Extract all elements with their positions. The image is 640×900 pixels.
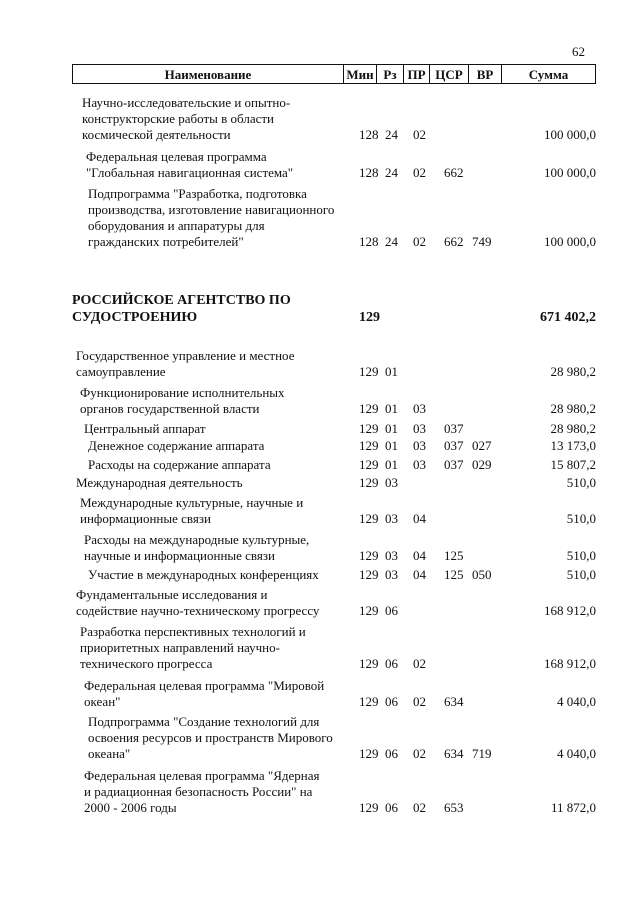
cell-min: 129 <box>359 438 379 453</box>
cell-rz: 01 <box>385 438 398 453</box>
cell-pr: 02 <box>413 656 426 671</box>
cell-pr: 02 <box>413 800 426 815</box>
cell-sum: 28 980,2 <box>550 401 596 416</box>
row-name <box>72 587 356 619</box>
cell-csr: 653 <box>444 800 464 815</box>
cell-rz: 01 <box>385 421 398 436</box>
row-name <box>72 149 366 181</box>
row-name-line: Государственное управление и местное <box>76 348 295 363</box>
row-name-line: Подпрограмма "Разработка, подготовка <box>88 186 307 201</box>
page-number: 62 <box>572 44 585 59</box>
cell-pr: 03 <box>413 457 426 472</box>
cell-sum: 510,0 <box>566 548 596 563</box>
row-name-line: Функционирование исполнительных <box>80 385 285 400</box>
cell-rz: 03 <box>385 475 398 490</box>
cell-rz: 01 <box>385 364 398 379</box>
header-sum: Сумма <box>501 65 595 83</box>
header-rz: Рз <box>376 65 403 83</box>
row-name-line: освоения ресурсов и пространств Мирового <box>88 730 333 745</box>
row-name-line: Расходы на международные культурные, <box>84 532 310 547</box>
header-pr: ПР <box>403 65 429 83</box>
cell-sum: 510,0 <box>566 475 596 490</box>
cell-pr: 02 <box>413 165 426 180</box>
table-row <box>0 348 640 380</box>
row-name-line: РОССИЙСКОЕ АГЕНТСТВО ПО <box>72 293 291 308</box>
table-row <box>0 95 640 143</box>
cell-min: 129 <box>359 694 379 709</box>
row-name <box>72 292 352 326</box>
table-row <box>0 292 640 326</box>
cell-sum: 4 040,0 <box>557 746 596 761</box>
cell-vr: 749 <box>472 234 492 249</box>
row-name-line: конструкторские работы в области <box>82 111 274 126</box>
cell-min: 128 <box>359 234 379 249</box>
row-name-line: 2000 - 2006 годы <box>84 800 177 815</box>
cell-rz: 06 <box>385 800 398 815</box>
cell-rz: 01 <box>385 401 398 416</box>
row-name-line: океан" <box>84 694 121 709</box>
cell-min: 129 <box>359 548 379 563</box>
cell-min: 129 <box>359 310 380 325</box>
row-name-line: Федеральная целевая программа <box>86 149 267 164</box>
row-name <box>72 95 362 143</box>
cell-vr: 027 <box>472 438 492 453</box>
cell-min: 129 <box>359 567 379 582</box>
cell-csr: 634 <box>444 746 464 761</box>
row-name-line: Центральный аппарат <box>84 421 206 436</box>
cell-pr: 03 <box>413 438 426 453</box>
row-name-line: органов государственной власти <box>80 401 260 416</box>
row-name-line: Денежное содержание аппарата <box>88 438 265 453</box>
table-row <box>0 186 640 250</box>
cell-rz: 06 <box>385 656 398 671</box>
table-row <box>0 624 640 672</box>
table-row <box>0 567 640 583</box>
cell-pr: 04 <box>413 511 426 526</box>
row-name-line: и радиационная безопасность России" на <box>84 784 313 799</box>
row-name-line: гражданских потребителей" <box>88 234 244 249</box>
row-name-line: Разработка перспективных технологий и <box>80 624 306 639</box>
row-name <box>72 385 360 417</box>
row-name-line: Научно-исследовательские и опытно- <box>82 95 291 110</box>
row-name <box>72 714 368 762</box>
cell-min: 129 <box>359 746 379 761</box>
row-name <box>72 624 360 672</box>
row-name-line: приоритетных направлений научно- <box>80 640 280 655</box>
cell-sum: 510,0 <box>566 567 596 582</box>
cell-sum: 15 807,2 <box>550 457 596 472</box>
table-row <box>0 438 640 454</box>
row-name <box>72 348 356 380</box>
row-name-line: производства, изготовление навигационного <box>88 202 335 217</box>
row-name-line: Международная деятельность <box>76 475 243 490</box>
cell-csr: 662 <box>444 234 464 249</box>
table-row <box>0 768 640 816</box>
row-name-line: космической деятельности <box>82 127 231 142</box>
row-name-line: СУДОСТРОЕНИЮ <box>72 310 198 325</box>
cell-min: 129 <box>359 401 379 416</box>
row-name-line: Федеральная целевая программа "Мировой <box>84 678 325 693</box>
header-min: Мин <box>343 65 376 83</box>
cell-sum: 28 980,2 <box>550 364 596 379</box>
row-name-line: технического прогресса <box>80 656 213 671</box>
cell-min: 128 <box>359 165 379 180</box>
cell-sum: 671 402,2 <box>540 310 596 325</box>
header-vr: ВР <box>468 65 501 83</box>
cell-min: 129 <box>359 656 379 671</box>
row-name <box>72 475 356 491</box>
cell-sum: 13 173,0 <box>550 438 596 453</box>
cell-pr: 02 <box>413 127 426 142</box>
cell-min: 129 <box>359 457 379 472</box>
table-row <box>0 421 640 437</box>
header-csr: ЦСР <box>429 65 468 83</box>
row-name <box>72 678 364 710</box>
cell-csr: 125 <box>444 567 464 582</box>
cell-vr: 029 <box>472 457 492 472</box>
row-name <box>72 186 368 250</box>
cell-min: 129 <box>359 421 379 436</box>
row-name-line: Федеральная целевая программа "Ядерная <box>84 768 320 783</box>
cell-csr: 125 <box>444 548 464 563</box>
cell-min: 128 <box>359 127 379 142</box>
row-name-line: океана" <box>88 746 131 761</box>
cell-sum: 100 000,0 <box>544 165 596 180</box>
cell-pr: 02 <box>413 234 426 249</box>
cell-csr: 037 <box>444 457 464 472</box>
cell-rz: 24 <box>385 234 398 249</box>
cell-min: 129 <box>359 800 379 815</box>
row-name-line: научные и информационные связи <box>84 548 275 563</box>
row-name-line: Участие в международных конференциях <box>88 567 319 582</box>
table-row <box>0 495 640 527</box>
cell-vr: 050 <box>472 567 492 582</box>
cell-rz: 06 <box>385 746 398 761</box>
row-name <box>72 495 360 527</box>
cell-sum: 4 040,0 <box>557 694 596 709</box>
table-row <box>0 678 640 710</box>
table-row <box>0 457 640 473</box>
row-name-line: Подпрограмма "Создание технологий для <box>88 714 320 729</box>
cell-min: 129 <box>359 603 379 618</box>
cell-pr: 04 <box>413 548 426 563</box>
table-row <box>0 149 640 181</box>
row-name <box>72 567 368 583</box>
row-name-line: содействие научно-техническому прогрессу <box>76 603 320 618</box>
cell-pr: 02 <box>413 746 426 761</box>
row-name-line: оборудования и аппаратуры для <box>88 218 265 233</box>
cell-sum: 168 912,0 <box>544 603 596 618</box>
cell-csr: 662 <box>444 165 464 180</box>
cell-sum: 100 000,0 <box>544 234 596 249</box>
cell-pr: 02 <box>413 694 426 709</box>
row-name-line: самоуправление <box>76 364 166 379</box>
cell-csr: 634 <box>444 694 464 709</box>
row-name-line: Расходы на содержание аппарата <box>88 457 271 472</box>
row-name-line: Международные культурные, научные и <box>80 495 304 510</box>
cell-sum: 28 980,2 <box>550 421 596 436</box>
row-name <box>72 438 368 454</box>
cell-min: 129 <box>359 364 379 379</box>
cell-csr: 037 <box>444 438 464 453</box>
cell-rz: 06 <box>385 694 398 709</box>
table-row <box>0 385 640 417</box>
cell-pr: 03 <box>413 421 426 436</box>
cell-min: 129 <box>359 511 379 526</box>
row-name-line: информационные связи <box>80 511 211 526</box>
row-name <box>72 457 368 473</box>
cell-sum: 11 872,0 <box>550 800 596 815</box>
cell-rz: 01 <box>385 457 398 472</box>
table-header <box>72 64 596 84</box>
row-name <box>72 532 364 564</box>
row-name-line: Фундаментальные исследования и <box>76 587 268 602</box>
row-name <box>72 421 364 437</box>
table-row <box>0 714 640 762</box>
cell-sum: 168 912,0 <box>544 656 596 671</box>
cell-pr: 04 <box>413 567 426 582</box>
cell-rz: 03 <box>385 567 398 582</box>
table-row <box>0 532 640 564</box>
cell-sum: 510,0 <box>566 511 596 526</box>
row-name <box>72 768 364 816</box>
cell-pr: 03 <box>413 401 426 416</box>
cell-rz: 24 <box>385 127 398 142</box>
cell-csr: 037 <box>444 421 464 436</box>
cell-rz: 06 <box>385 603 398 618</box>
cell-rz: 03 <box>385 548 398 563</box>
header-name: Наименование <box>164 67 252 82</box>
row-name-line: "Глобальная навигационная система" <box>86 165 294 180</box>
cell-vr: 719 <box>472 746 492 761</box>
table-row <box>0 587 640 619</box>
cell-min: 129 <box>359 475 379 490</box>
cell-rz: 24 <box>385 165 398 180</box>
cell-sum: 100 000,0 <box>544 127 596 142</box>
table-row <box>0 475 640 491</box>
cell-rz: 03 <box>385 511 398 526</box>
